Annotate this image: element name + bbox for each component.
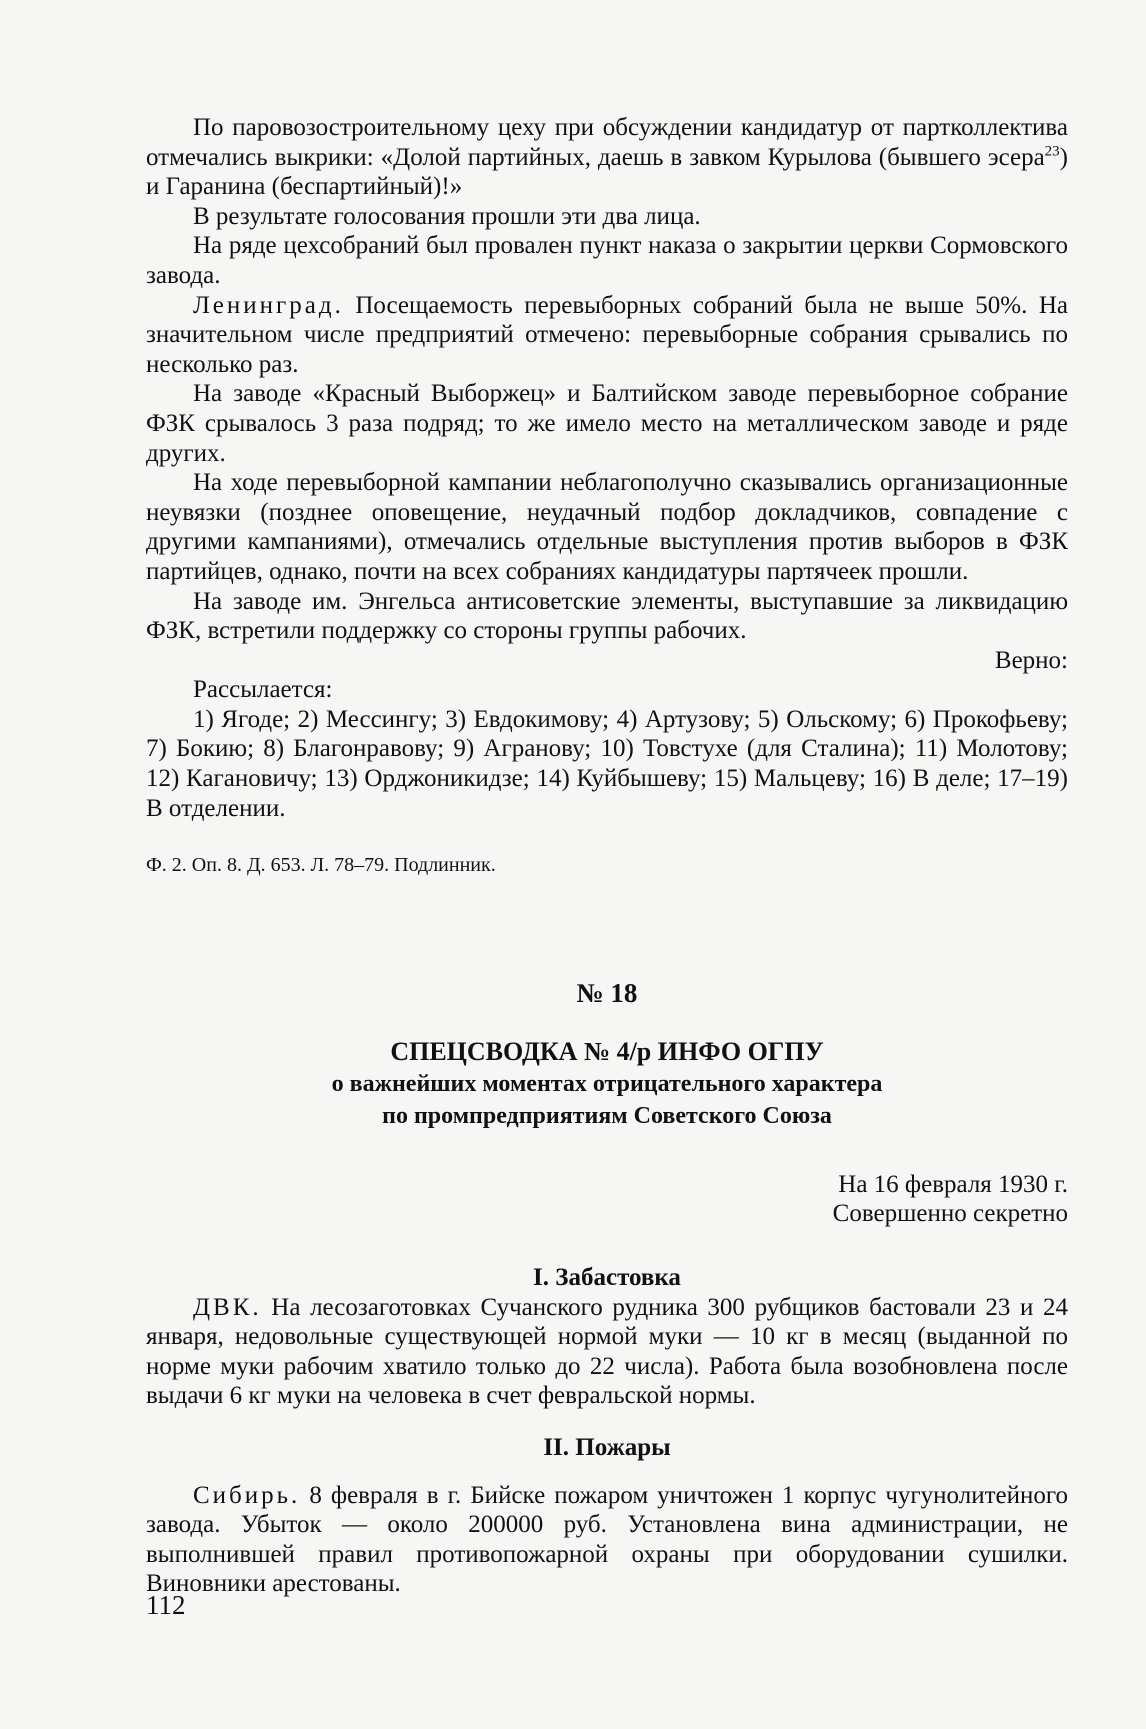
section-1-text: ДВК. На лесозаготовках Сучанского рудника 300 рубщиков бастовали 23 и 24 января, недовольные существующей нормой муки — 10 кг в месяц (выданной по норме муки рабочим хватило только до 22 числа). Работа была возобновлена после выдачи 6 кг муки на человека в счет февральской нормы.: [146, 1293, 1068, 1410]
paragraph-1: По паровозостроительному цеху при обсуждении кандидатур от партколлектива отмечались выкрики: «Долой партийных, даешь в завком Курылова (бывшего эсера$^{23}$) и Гаранина (беспартийный)!»: [146, 114, 1068, 201]
section-1-title: I. Забастовка: [533, 1264, 681, 1292]
archive-source: Ф. 2. Оп. 8. Д. 653. Л. 78–79. Подлинник.: [146, 854, 496, 877]
distribution-list: 1) Ягоде; 2) Мессингу; 3) Евдокимову; 4) Артузову; 5) Ольскому; 6) Прокофьеву; 7) Бокию; 8) Благонравову; 9) Агранову; 10) Товстухе (для Сталина); 11) Молотову; 12) Кагановичу; 13) Орджоникидзе; 14) Куйбышеву; 15) Мальцеву; 16) В деле; 17–19) В отделении.: [146, 705, 1068, 822]
paragraph-7: На заводе им. Энгельса антисоветские элементы, выступавшие за ликвидацию ФЗК, встретили поддержку со стороны группы рабочих.: [146, 587, 1068, 645]
page-number: 112: [146, 1590, 186, 1620]
verno-label: Верно:: [994, 646, 1068, 674]
paragraph-3: На ряде цехсобраний был провален пункт наказа о закрытии церкви Сормовского завода.: [146, 232, 1068, 289]
date-block: [146, 1170, 1068, 1229]
paragraph-5: На заводе «Красный Выборжец» и Балтийском заводе перевыборное собрание ФЗК срывалось 3 раза подряд; то же имело место на металлическом заводе и ряде других.: [146, 380, 1068, 467]
document-number: № 18: [576, 978, 638, 1009]
section-2-title: II. Пожары: [543, 1434, 671, 1461]
document-title: СПЕЦСВОДКА № 4/р ИНФО ОГПУ: [390, 1036, 824, 1066]
document-date: На 16 февраля 1930 г.: [838, 1170, 1068, 1198]
document-subtitle-1: о важнейших моментах отрицательного характера: [331, 1070, 883, 1097]
secrecy-stamp: Совершенно секретно: [832, 1200, 1068, 1228]
region-name: ДВК.: [193, 1293, 262, 1321]
section-2-text: Сибирь. 8 февраля в г. Бийске пожаром уничтожен 1 корпус чугунолитейного завода. Убыток — около 200000 руб. Установлена вина администрации, не выполнившей правил противопожарной охраны при оборудовании сушилки. Виновники арестованы.: [146, 1481, 1068, 1598]
paragraph-2: В результате голосования прошли эти два лица.: [193, 202, 701, 230]
city-name: Ленинград.: [193, 291, 344, 319]
page-text: [146, 113, 1068, 1599]
distribution-label: Рассылается:: [193, 676, 333, 704]
paragraph-6: На ходе перевыборной кампании неблагополучно сказывались организационные неувязки (позднее оповещение, неудачный подбор докладчиков, совпадение с другими кампаниями), отмечались отдельные выступления против выборов в ФЗК партийцев, однако, почти на всех собраниях кандидатуры партячеек прошли.: [146, 469, 1068, 585]
paragraph-4: Ленинград. Посещаемость перевыборных собраний была не выше 50%. На значительном числе предприятий отмечено: перевыборные собрания срывались по несколько раз.: [146, 291, 1068, 378]
region-name: Сибирь.: [193, 1481, 301, 1509]
footnote-ref[interactable]: 23: [1044, 143, 1060, 160]
document-subtitle-2: по промпредприятиям Советского Союза: [382, 1102, 832, 1129]
